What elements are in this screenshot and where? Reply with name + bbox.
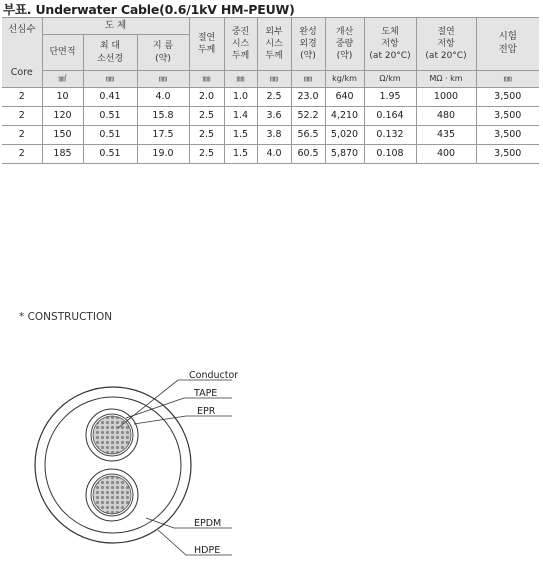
cell-conductor-resistance: 0.132 — [364, 126, 416, 145]
cell-area: 120 — [42, 107, 83, 126]
unit-test-voltage: ㎜ — [476, 71, 539, 88]
cell-overall-od: 52.2 — [291, 107, 325, 126]
cell-weight: 640 — [325, 88, 364, 107]
cell-insulation: 2.0 — [189, 88, 224, 107]
cell-insulation: 2.5 — [189, 145, 224, 164]
cell-weight: 5,870 — [325, 145, 364, 164]
cell-insulation-resistance: 480 — [416, 107, 476, 126]
cell-overall-od: 60.5 — [291, 145, 325, 164]
table-row — [2, 107, 539, 126]
header-insulation-thickness — [189, 18, 224, 71]
cell-insulation: 2.5 — [189, 107, 224, 126]
cell-test-voltage: 3,500 — [476, 88, 539, 107]
header-insulation-resistance — [416, 18, 476, 71]
cell-outer-sheath: 3.8 — [257, 126, 291, 145]
cell-core: 2 — [2, 126, 42, 145]
label-tape: TAPE — [194, 388, 218, 399]
cell-insulation-resistance: 435 — [416, 126, 476, 145]
cell-core: 2 — [2, 145, 42, 164]
cell-inner-sheath: 1.0 — [224, 88, 257, 107]
unit-conductor-resistance: Ω/km — [364, 71, 416, 88]
cell-core: 2 — [2, 107, 42, 126]
document-title: 부표. Underwater Cable(0.6/1kV HM-PEUW) — [3, 2, 295, 17]
cell-diameter: 4.0 — [137, 88, 189, 107]
unit-wire: ㎜ — [83, 71, 137, 88]
cell-diameter: 15.8 — [137, 107, 189, 126]
unit-overall-od: ㎜ — [291, 71, 325, 88]
cell-test-voltage: 3,500 — [476, 145, 539, 164]
cell-outer-sheath: 2.5 — [257, 88, 291, 107]
cell-test-voltage: 3,500 — [476, 126, 539, 145]
cell-overall-od: 23.0 — [291, 88, 325, 107]
header-core-count — [2, 18, 42, 88]
unit-weight: kg/km — [325, 71, 364, 88]
conductor-strands — [93, 476, 131, 514]
cell-diameter: 17.5 — [137, 126, 189, 145]
header-test-voltage-label: 시험 전압 — [498, 31, 517, 55]
header-area: 단면적 — [42, 35, 83, 71]
header-conductor-resistance — [364, 18, 416, 71]
cell-weight: 4,210 — [325, 107, 364, 126]
cell-insulation-resistance: 400 — [416, 145, 476, 164]
cell-diameter: 19.0 — [137, 145, 189, 164]
cell-wire: 0.51 — [83, 107, 137, 126]
cell-area: 185 — [42, 145, 83, 164]
cell-outer-sheath: 4.0 — [257, 145, 291, 164]
header-diameter-label: 지 름 (약) — [152, 41, 174, 64]
header-core-count-label: 선심수 — [7, 24, 36, 35]
unit-insulation-resistance: MΩ · km — [416, 71, 476, 88]
unit-inner-sheath: ㎜ — [224, 71, 257, 88]
cell-inner-sheath: 1.4 — [224, 107, 257, 126]
header-min-wire — [83, 35, 137, 71]
cell-overall-od: 56.5 — [291, 126, 325, 145]
label-epr: EPR — [197, 406, 216, 417]
cell-wire: 0.51 — [83, 145, 137, 164]
cable-cross-section-diagram — [0, 360, 300, 565]
header-weight-label: 개산 중량 (약) — [335, 26, 354, 62]
unit-insulation: ㎜ — [189, 71, 224, 88]
cell-inner-sheath: 1.5 — [224, 145, 257, 164]
header-inner-sheath — [224, 18, 257, 71]
header-test-voltage — [476, 18, 539, 71]
label-conductor: Conductor — [189, 370, 239, 381]
cell-insulation-resistance: 1000 — [416, 88, 476, 107]
cell-core: 2 — [2, 88, 42, 107]
cell-conductor-resistance: 0.164 — [364, 107, 416, 126]
construction-heading: * CONSTRUCTION — [19, 311, 113, 323]
cell-wire: 0.51 — [83, 126, 137, 145]
cell-area: 10 — [42, 88, 83, 107]
header-insulation-resistance-label: 절연 저항 (at 20°C) — [425, 26, 467, 62]
header-diameter — [137, 35, 189, 71]
cell-inner-sheath: 1.5 — [224, 126, 257, 145]
cell-insulation: 2.5 — [189, 126, 224, 145]
header-insulation-thickness-label: 절연 두께 — [197, 32, 216, 55]
cell-conductor-resistance: 0.108 — [364, 145, 416, 164]
header-min-wire-label: 최 대 소선경 — [96, 41, 124, 64]
header-outer-sheath-label: 외부 시스 두께 — [265, 26, 283, 62]
cell-area: 150 — [42, 126, 83, 145]
table-row — [2, 126, 539, 145]
label-hdpe: HDPE — [194, 545, 221, 556]
unit-outer-sheath: ㎜ — [257, 71, 291, 88]
header-weight — [325, 18, 364, 71]
unit-diameter: ㎜ — [137, 71, 189, 88]
cable-spec-table — [2, 17, 539, 164]
cell-weight: 5,020 — [325, 126, 364, 145]
table-row — [2, 145, 539, 164]
cell-conductor-resistance: 1.95 — [364, 88, 416, 107]
unit-area: ㎟ — [42, 71, 83, 88]
cell-test-voltage: 3,500 — [476, 107, 539, 126]
header-conductor-group: 도 체 — [42, 18, 189, 35]
header-outer-sheath — [257, 18, 291, 71]
header-conductor-resistance-label: 도체 저항 (at 20°C) — [369, 26, 411, 62]
cell-outer-sheath: 3.6 — [257, 107, 291, 126]
core-lower — [86, 469, 138, 521]
label-epdm: EPDM — [194, 518, 222, 529]
header-overall-od — [291, 18, 325, 71]
table-row — [2, 88, 539, 107]
header-overall-od-label: 완성 외경 (약) — [299, 26, 317, 62]
header-core-en-label: Core — [10, 67, 33, 79]
cell-wire: 0.41 — [83, 88, 137, 107]
header-inner-sheath-label: 중진 시스 두께 — [231, 26, 250, 62]
